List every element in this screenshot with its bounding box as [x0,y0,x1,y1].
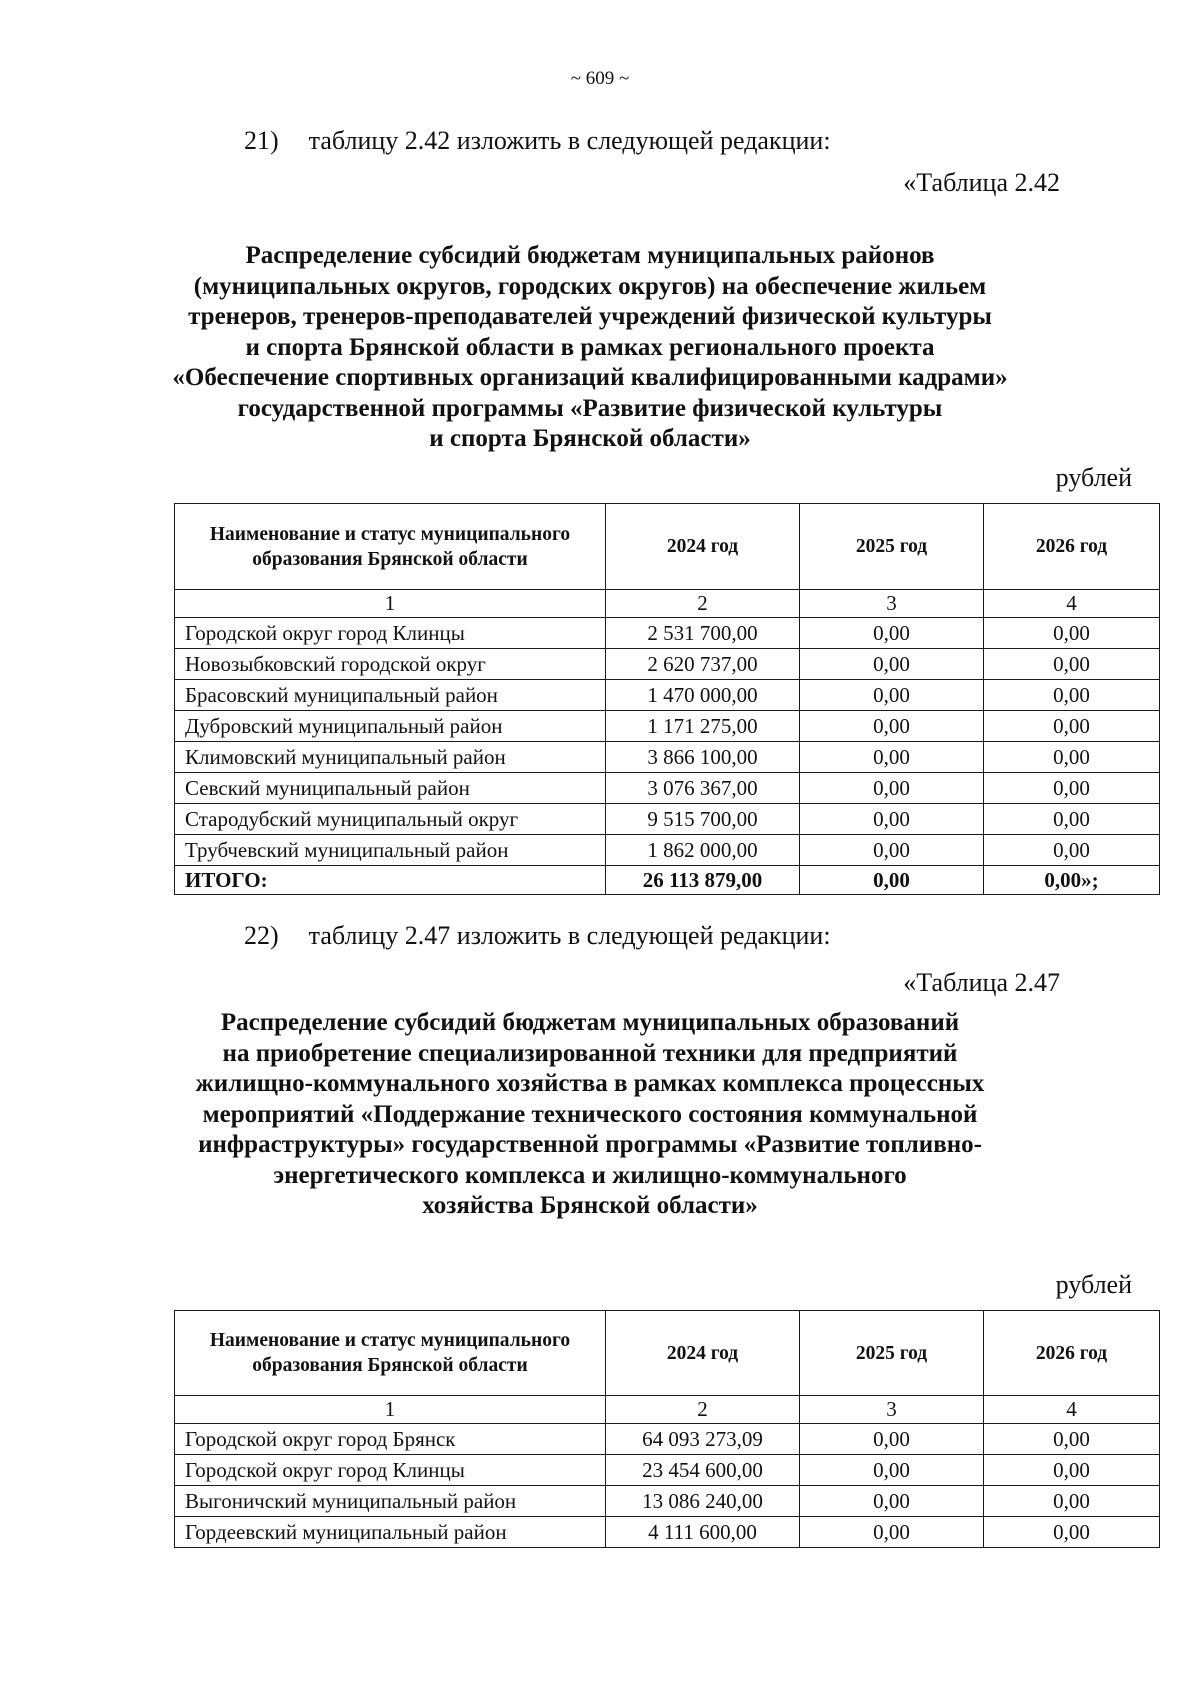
header-2025: 2025 год [800,504,984,590]
table-2-42 [174,503,1160,895]
value-2024: 3 866 100,00 [606,742,800,773]
header-2024: 2024 год [606,504,800,590]
table-total-row [175,866,1160,895]
index-cell: 4 [984,590,1160,618]
header-name: Наименование и статус муниципального образования Брянской области [175,1311,606,1396]
title-line: тренеров, тренеров-преподавателей учреждений физической культуры [188,303,992,330]
value-2024: 2 620 737,00 [606,649,800,680]
total-2026: 0,00»; [984,866,1160,895]
value-2026: 0,00 [984,1455,1160,1486]
municipality-name: Гордеевский муниципальный район [175,1517,606,1548]
index-cell: 2 [606,1396,800,1424]
item-number: 22) [244,921,279,950]
title-line: Распределение субсидий бюджетам муниципальных образований [220,1009,960,1036]
municipality-name: Городской округ город Клинцы [175,1455,606,1486]
table-row [175,711,1160,742]
index-cell: 3 [800,1396,984,1424]
title-line: мероприятий «Поддержание технического состояния коммунальной [202,1100,978,1128]
value-2025: 0,00 [800,804,984,835]
header-2025: 2025 год [800,1311,984,1396]
table-2-47 [174,1310,1160,1548]
municipality-name: Брасовский муниципальный район [175,680,606,711]
item-text: таблицу 2.42 изложить в следующей редакции: [308,126,831,155]
municipality-name: Новозыбковский городской округ [175,649,606,680]
value-2024: 9 515 700,00 [606,804,800,835]
municipality-name: Городской округ город Клинцы [175,618,606,649]
title-line: хозяйства Брянской области» [422,1192,758,1219]
table-row [175,680,1160,711]
value-2025: 0,00 [800,649,984,680]
title-line: и спорта Брянской области в рамках регионального проекта [245,333,935,361]
title-line: энергетического комплекса и жилищно-коммунального [273,1161,907,1189]
item-21 [244,126,831,156]
value-2026: 0,00 [984,1424,1160,1455]
header-2026: 2026 год [984,1311,1160,1396]
table-index-row [175,1396,1160,1424]
table-header-row [175,1311,1160,1396]
table-row [175,1517,1160,1548]
value-2025: 0,00 [800,1486,984,1517]
value-2026: 0,00 [984,618,1160,649]
value-2025: 0,00 [800,618,984,649]
title-line: государственной программы «Развитие физической культуры [237,394,943,422]
municipality-name: Севский муниципальный район [175,773,606,804]
value-2026: 0,00 [984,649,1160,680]
index-cell: 1 [175,1396,606,1424]
total-2024: 26 113 879,00 [606,866,800,895]
value-2026: 0,00 [984,711,1160,742]
title-line: Распределение субсидий бюджетам муниципальных районов [245,242,935,269]
value-2026: 0,00 [984,680,1160,711]
value-2025: 0,00 [800,742,984,773]
value-2024: 13 086 240,00 [606,1486,800,1517]
value-2024: 3 076 367,00 [606,773,800,804]
total-label: ИТОГО: [175,866,606,895]
header-name: Наименование и статус муниципального образования Брянской области [175,504,606,590]
title-line: жилищно-коммунального хозяйства в рамках комплекса процессных [195,1070,985,1097]
index-cell: 1 [175,590,606,618]
value-2025: 0,00 [800,835,984,866]
table-row [175,773,1160,804]
table-row [175,618,1160,649]
units-label: рублей [1055,1270,1132,1299]
index-cell: 4 [984,1396,1160,1424]
title-line: на приобретение специализированной техники для предприятий [222,1039,958,1067]
value-2024: 1 171 275,00 [606,711,800,742]
table-title-2-47 [150,1008,1030,1222]
units-label: рублей [1055,463,1132,492]
title-line: «Обеспечение спортивных организаций квалифицированными кадрами» [172,364,1008,391]
table-row [175,804,1160,835]
index-cell: 3 [800,590,984,618]
value-2025: 0,00 [800,680,984,711]
value-2025: 0,00 [800,773,984,804]
table-header-row [175,504,1160,590]
municipality-name: Городской округ город Брянск [175,1424,606,1455]
municipality-name: Стародубский муниципальный округ [175,804,606,835]
value-2025: 0,00 [800,1517,984,1548]
table-row [175,835,1160,866]
table-row [175,1455,1160,1486]
value-2025: 0,00 [800,711,984,742]
table-caption-2-42: «Таблица 2.42 [903,168,1060,197]
item-number: 21) [244,126,279,155]
value-2024: 2 531 700,00 [606,618,800,649]
value-2026: 0,00 [984,1486,1160,1517]
value-2026: 0,00 [984,835,1160,866]
table-row [175,1486,1160,1517]
header-2024: 2024 год [606,1311,800,1396]
value-2026: 0,00 [984,742,1160,773]
table-caption-2-47: «Таблица 2.47 [903,968,1060,997]
municipality-name: Климовский муниципальный район [175,742,606,773]
value-2025: 0,00 [800,1424,984,1455]
municipality-name: Дубровский муниципальный район [175,711,606,742]
table-row [175,1424,1160,1455]
title-line: инфраструктуры» государственной программы «Развитие топливно- [198,1131,982,1158]
page-number: ~ 609 ~ [570,68,630,89]
total-2025: 0,00 [800,866,984,895]
value-2026: 0,00 [984,804,1160,835]
municipality-name: Выгоничский муниципальный район [175,1486,606,1517]
item-text: таблицу 2.47 изложить в следующей редакции: [308,921,831,950]
municipality-name: Трубчевский муниципальный район [175,835,606,866]
value-2024: 4 111 600,00 [606,1517,800,1548]
title-line: (муниципальных округов, городских округов) на обеспечение жильем [193,272,987,300]
item-22 [244,921,831,951]
value-2026: 0,00 [984,1517,1160,1548]
title-line: и спорта Брянской области» [429,425,751,452]
index-cell: 2 [606,590,800,618]
value-2024: 1 470 000,00 [606,680,800,711]
value-2024: 64 093 273,09 [606,1424,800,1455]
table-title-2-42 [150,241,1030,455]
table-row [175,649,1160,680]
header-2026: 2026 год [984,504,1160,590]
table-index-row [175,590,1160,618]
table-row [175,742,1160,773]
value-2024: 23 454 600,00 [606,1455,800,1486]
value-2025: 0,00 [800,1455,984,1486]
value-2024: 1 862 000,00 [606,835,800,866]
value-2026: 0,00 [984,773,1160,804]
